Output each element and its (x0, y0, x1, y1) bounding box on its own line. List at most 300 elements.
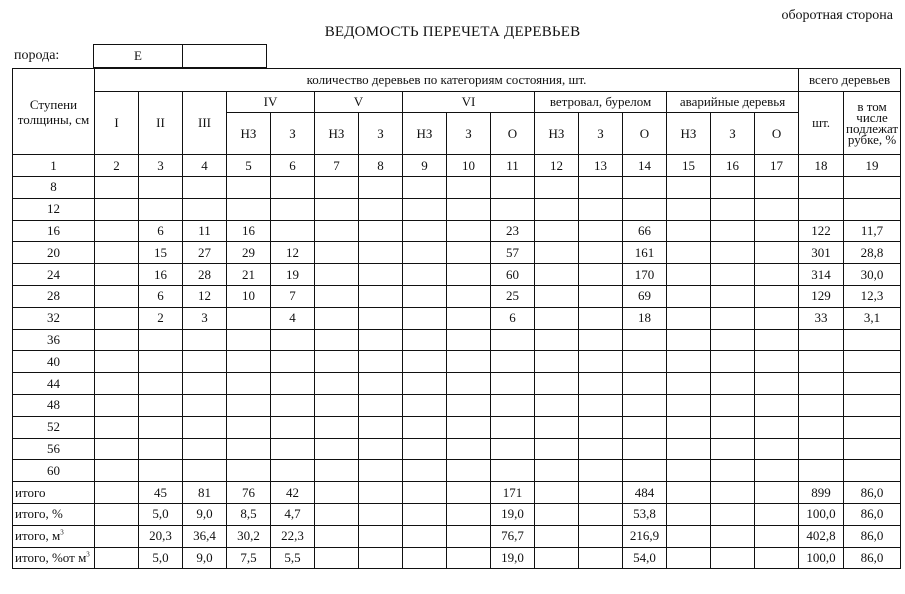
table-cell (755, 394, 799, 416)
table-cell: 5,0 (139, 503, 183, 525)
table-cell (799, 416, 844, 438)
totals-label-cell (13, 525, 95, 547)
table-cell (183, 177, 227, 199)
table-cell (315, 242, 359, 264)
table-cell (403, 242, 447, 264)
table-cell (95, 351, 139, 373)
table-cell: 899 (799, 482, 844, 504)
table-cell (447, 285, 491, 307)
table-cell (95, 547, 139, 569)
sub-nz-header: НЗ (315, 113, 359, 155)
table-cell (491, 329, 535, 351)
table-cell (535, 438, 579, 460)
diameter-cell: 44 (13, 373, 95, 395)
diameter-cell: 32 (13, 307, 95, 329)
table-cell: 4 (271, 307, 315, 329)
table-cell (799, 198, 844, 220)
table-cell: 161 (623, 242, 667, 264)
table-cell: 216,9 (623, 525, 667, 547)
table-cell: 33 (799, 307, 844, 329)
diameter-cell: 12 (13, 198, 95, 220)
table-cell: 314 (799, 264, 844, 286)
table-cell: 27 (183, 242, 227, 264)
table-cell (95, 220, 139, 242)
table-cell: 20,3 (139, 525, 183, 547)
table-cell: 7,5 (227, 547, 271, 569)
table-cell (315, 547, 359, 569)
table-cell: 29 (227, 242, 271, 264)
table-cell (271, 460, 315, 482)
table-cell (711, 351, 755, 373)
table-cell (403, 460, 447, 482)
table-cell (95, 373, 139, 395)
table-cell (183, 416, 227, 438)
table-cell: 19 (271, 264, 315, 286)
table-row (13, 351, 901, 373)
column-number: 12 (535, 155, 579, 177)
table-cell (359, 220, 403, 242)
table-row (13, 438, 901, 460)
table-cell (579, 264, 623, 286)
table-cell (183, 329, 227, 351)
table-cell (535, 177, 579, 199)
table-cell (579, 307, 623, 329)
table-cell: 3 (183, 307, 227, 329)
table-cell (711, 547, 755, 569)
table-cell (139, 373, 183, 395)
table-cell (535, 547, 579, 569)
table-cell: 11,7 (844, 220, 901, 242)
table-cell (667, 373, 711, 395)
totals-label: итого, %от м (15, 549, 87, 565)
table-cell (579, 177, 623, 199)
table-cell (755, 264, 799, 286)
table-cell (667, 394, 711, 416)
table-cell (623, 329, 667, 351)
table-cell (227, 394, 271, 416)
table-cell (711, 264, 755, 286)
table-cell (359, 394, 403, 416)
table-cell (667, 503, 711, 525)
sub-o-header: О (623, 113, 667, 155)
table-cell (359, 351, 403, 373)
table-cell: 484 (623, 482, 667, 504)
table-cell (403, 351, 447, 373)
table-cell (359, 198, 403, 220)
totals-rows (13, 482, 901, 569)
table-cell (403, 525, 447, 547)
table-cell (403, 482, 447, 504)
table-cell (95, 307, 139, 329)
table-cell: 28 (183, 264, 227, 286)
table-cell (623, 373, 667, 395)
table-cell (579, 482, 623, 504)
species-empty-cell (183, 45, 266, 67)
total-pcs-header: шт. (799, 92, 844, 155)
table-cell (667, 416, 711, 438)
totals-row (13, 547, 901, 569)
table-cell (711, 242, 755, 264)
table-cell: 122 (799, 220, 844, 242)
table-cell (447, 482, 491, 504)
table-cell (359, 307, 403, 329)
table-cell: 66 (623, 220, 667, 242)
cat-V-header: V (315, 92, 403, 113)
totals-label: итого, м (15, 528, 61, 544)
table-cell (535, 373, 579, 395)
table-cell (183, 351, 227, 373)
table-cell: 28,8 (844, 242, 901, 264)
table-row (13, 329, 901, 351)
column-number: 14 (623, 155, 667, 177)
table-cell: 5,5 (271, 547, 315, 569)
table-cell (755, 460, 799, 482)
table-cell (359, 438, 403, 460)
table-cell (579, 525, 623, 547)
table-cell (359, 373, 403, 395)
species-label: порода: (14, 48, 60, 63)
table-cell (315, 482, 359, 504)
table-cell (95, 503, 139, 525)
table-cell (623, 438, 667, 460)
table-cell (359, 264, 403, 286)
table-cell (447, 373, 491, 395)
table-cell (667, 220, 711, 242)
sub-z-header: З (447, 113, 491, 155)
table-cell (799, 394, 844, 416)
table-cell (271, 394, 315, 416)
table-cell: 5,0 (139, 547, 183, 569)
table-cell (95, 416, 139, 438)
totals-label-cell (13, 482, 95, 504)
table-cell (447, 547, 491, 569)
cat-IV-header: IV (227, 92, 315, 113)
table-cell (535, 503, 579, 525)
table-row (13, 264, 901, 286)
table-cell: 11 (183, 220, 227, 242)
table-row (13, 460, 901, 482)
table-cell (667, 460, 711, 482)
table-cell (139, 351, 183, 373)
hazard-header: аварийные деревья (667, 92, 799, 113)
table-cell (359, 242, 403, 264)
table-cell (359, 177, 403, 199)
table-cell: 25 (491, 285, 535, 307)
table-cell: 23 (491, 220, 535, 242)
table-cell (315, 177, 359, 199)
table-cell (139, 394, 183, 416)
table-cell (95, 394, 139, 416)
table-cell (403, 329, 447, 351)
table-cell (755, 547, 799, 569)
table-cell (579, 394, 623, 416)
table-cell (359, 503, 403, 525)
totals-row (13, 503, 901, 525)
table-cell: 76,7 (491, 525, 535, 547)
table-cell (711, 220, 755, 242)
table-cell (227, 307, 271, 329)
table-row (13, 394, 901, 416)
table-cell (755, 351, 799, 373)
sub-nz-header: НЗ (667, 113, 711, 155)
table-cell (755, 220, 799, 242)
total-trees-header: всего деревьев (799, 69, 901, 92)
table-cell: 100,0 (799, 547, 844, 569)
sub-z-header: З (711, 113, 755, 155)
table-cell (755, 307, 799, 329)
table-cell: 30,0 (844, 264, 901, 286)
column-number: 13 (579, 155, 623, 177)
table-cell: 9,0 (183, 503, 227, 525)
table-cell: 3,1 (844, 307, 901, 329)
table-cell (271, 220, 315, 242)
table-cell: 86,0 (844, 482, 901, 504)
table-cell (447, 394, 491, 416)
table-cell (403, 547, 447, 569)
table-cell (755, 285, 799, 307)
table-cell (447, 220, 491, 242)
table-cell (315, 373, 359, 395)
table-cell (227, 351, 271, 373)
table-cell (447, 177, 491, 199)
table-cell (403, 373, 447, 395)
table-cell (579, 220, 623, 242)
totals-label-superscript: 3 (60, 528, 64, 537)
table-cell (271, 351, 315, 373)
sub-nz-header: НЗ (403, 113, 447, 155)
diameter-cell: 52 (13, 416, 95, 438)
table-cell (535, 351, 579, 373)
table-cell (403, 264, 447, 286)
table-cell (139, 416, 183, 438)
table-cell (755, 329, 799, 351)
table-cell (359, 329, 403, 351)
table-cell (711, 394, 755, 416)
windfall-header: ветровал, бурелом (535, 92, 667, 113)
table-cell (579, 351, 623, 373)
table-cell: 10 (227, 285, 271, 307)
table-cell (799, 460, 844, 482)
table-cell: 9,0 (183, 547, 227, 569)
table-cell (667, 351, 711, 373)
table-cell (667, 198, 711, 220)
table-cell (844, 329, 901, 351)
table-cell (711, 285, 755, 307)
side-label: оборотная сторона (781, 8, 893, 23)
table-cell (711, 177, 755, 199)
column-number: 15 (667, 155, 711, 177)
table-cell (227, 460, 271, 482)
table-cell (623, 460, 667, 482)
table-cell: 86,0 (844, 547, 901, 569)
table-cell (403, 307, 447, 329)
table-cell (491, 460, 535, 482)
table-cell: 16 (227, 220, 271, 242)
diameter-cell: 28 (13, 285, 95, 307)
table-cell (359, 547, 403, 569)
table-cell (844, 373, 901, 395)
table-cell (711, 198, 755, 220)
table-cell (271, 329, 315, 351)
table-cell (315, 438, 359, 460)
table-cell (623, 351, 667, 373)
table-cell: 129 (799, 285, 844, 307)
diameter-rows (13, 177, 901, 482)
table-cell (227, 373, 271, 395)
table-cell (535, 416, 579, 438)
table-cell (844, 198, 901, 220)
table-cell (447, 525, 491, 547)
table-cell (799, 373, 844, 395)
table-cell (271, 198, 315, 220)
table-cell: 6 (139, 285, 183, 307)
table-cell (447, 264, 491, 286)
cat-II-header: II (139, 92, 183, 155)
table-row (13, 242, 901, 264)
sub-z-header: З (271, 113, 315, 155)
column-number: 7 (315, 155, 359, 177)
diameter-cell: 60 (13, 460, 95, 482)
column-number: 9 (403, 155, 447, 177)
table-cell: 301 (799, 242, 844, 264)
diameter-cell: 16 (13, 220, 95, 242)
table-row (13, 285, 901, 307)
table-cell (711, 329, 755, 351)
table-cell (491, 416, 535, 438)
table-cell (227, 438, 271, 460)
table-row (13, 416, 901, 438)
column-number-row (13, 155, 901, 177)
table-cell (711, 482, 755, 504)
table-cell (667, 438, 711, 460)
table-cell (579, 198, 623, 220)
table-cell (183, 438, 227, 460)
table-cell (315, 394, 359, 416)
totals-row (13, 525, 901, 547)
column-number: 19 (844, 155, 901, 177)
table-cell (755, 503, 799, 525)
table-cell (623, 177, 667, 199)
table-cell (447, 503, 491, 525)
table-cell: 42 (271, 482, 315, 504)
table-cell (491, 373, 535, 395)
table-cell (579, 460, 623, 482)
table-cell (315, 460, 359, 482)
column-number: 3 (139, 155, 183, 177)
table-cell (271, 416, 315, 438)
table-cell (623, 394, 667, 416)
species-field (93, 44, 267, 68)
table-cell (711, 460, 755, 482)
table-cell: 21 (227, 264, 271, 286)
table-cell (844, 438, 901, 460)
table-cell (755, 438, 799, 460)
table-cell (359, 285, 403, 307)
table-cell (667, 329, 711, 351)
diameter-header: Ступени толщины, см (13, 69, 95, 155)
column-number: 6 (271, 155, 315, 177)
column-number: 16 (711, 155, 755, 177)
cat-I-header: I (95, 92, 139, 155)
totals-label: итого (15, 484, 46, 500)
sub-z-header: З (359, 113, 403, 155)
table-cell (799, 438, 844, 460)
table-cell (579, 285, 623, 307)
table-row (13, 373, 901, 395)
sub-nz-header: НЗ (535, 113, 579, 155)
table-cell (667, 482, 711, 504)
table-cell: 6 (139, 220, 183, 242)
table-cell (183, 460, 227, 482)
table-row (13, 307, 901, 329)
document-title: ВЕДОМОСТЬ ПЕРЕЧЕТА ДЕРЕВЬЕВ (324, 24, 581, 40)
totals-label-cell (13, 547, 95, 569)
table-cell (535, 264, 579, 286)
table-cell (315, 503, 359, 525)
table-cell (844, 416, 901, 438)
table-cell (139, 198, 183, 220)
table-cell (535, 460, 579, 482)
table-cell: 12,3 (844, 285, 901, 307)
table-cell: 19,0 (491, 503, 535, 525)
table-cell (755, 373, 799, 395)
table-cell (227, 177, 271, 199)
table-cell (755, 482, 799, 504)
table-cell (447, 242, 491, 264)
table-cell: 15 (139, 242, 183, 264)
table-cell (447, 460, 491, 482)
column-number: 17 (755, 155, 799, 177)
table-row (13, 177, 901, 199)
table-cell (359, 460, 403, 482)
table-cell (623, 198, 667, 220)
table-cell (95, 438, 139, 460)
species-value: Е (94, 45, 183, 67)
column-number: 8 (359, 155, 403, 177)
table-cell (447, 329, 491, 351)
table-cell (95, 264, 139, 286)
table-cell (755, 242, 799, 264)
table-cell (271, 177, 315, 199)
table-cell (535, 482, 579, 504)
table-cell: 54,0 (623, 547, 667, 569)
table-cell (227, 198, 271, 220)
table-cell (183, 394, 227, 416)
table-cell (667, 547, 711, 569)
table-cell (535, 242, 579, 264)
diameter-cell: 56 (13, 438, 95, 460)
table-cell (844, 394, 901, 416)
table-row (13, 198, 901, 220)
table-row (13, 220, 901, 242)
header-row-1 (13, 69, 901, 92)
column-number: 11 (491, 155, 535, 177)
table-cell (535, 525, 579, 547)
table-cell (139, 460, 183, 482)
table-cell (844, 460, 901, 482)
column-number: 5 (227, 155, 271, 177)
table-cell (579, 416, 623, 438)
table-cell (711, 525, 755, 547)
column-number: 10 (447, 155, 491, 177)
table-cell (95, 482, 139, 504)
table-cell (315, 329, 359, 351)
table-cell: 100,0 (799, 503, 844, 525)
table-cell: 18 (623, 307, 667, 329)
table-cell (95, 329, 139, 351)
table-cell (711, 503, 755, 525)
table-cell: 76 (227, 482, 271, 504)
